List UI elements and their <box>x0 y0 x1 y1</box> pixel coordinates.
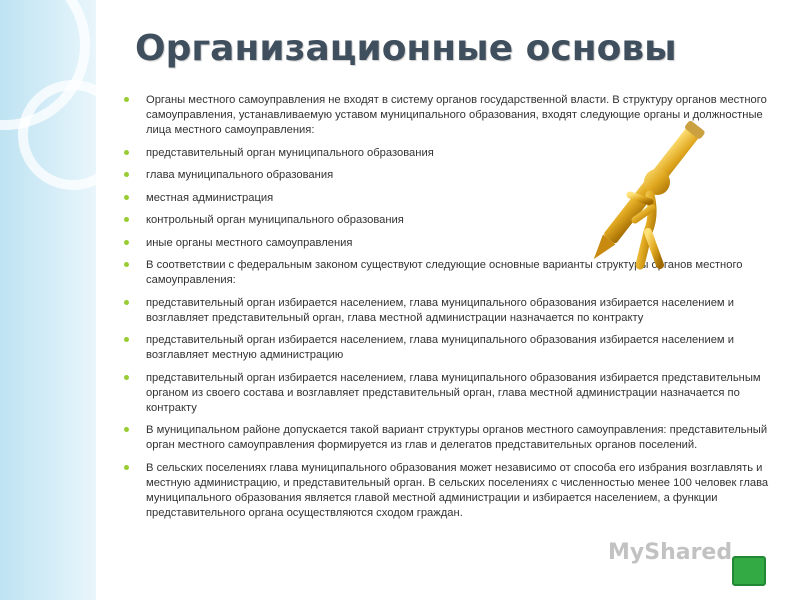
watermark: MyShared <box>608 540 733 565</box>
bullet-dot-icon <box>124 172 129 177</box>
myshared-logo-icon <box>732 556 766 586</box>
bullet-dot-icon <box>124 240 129 245</box>
bullet-text: местная администрация <box>146 191 274 204</box>
bullet-dot-icon <box>124 217 129 222</box>
bullet-text: представительный орган избирается населением, глава муниципального образования избирается представительным органом из своего состава и возглавляет представительный орган, глава местной администрации назначается по контракту <box>146 371 761 414</box>
bullet-item <box>124 371 774 416</box>
bullet-text: представительный орган избирается населением, глава муниципального образования избирается населением и возглавляет местную администрацию <box>146 334 734 361</box>
bullet-text: В муниципальном районе допускается такой вариант структуры органов местного самоуправления: представительный орган местного самоуправления формируется из глав и делегатов представительных органов поселений. <box>146 424 768 451</box>
golden-figure-with-pencil-icon <box>560 120 720 280</box>
decorative-arc <box>18 80 128 190</box>
bullet-dot-icon <box>124 262 129 267</box>
bullet-text: В сельских поселениях глава муниципального образования может независимо от способа его избрания возглавлять и местную администрацию, и представительный орган. В сельских поселениях с численностью менее 100 человек глава муниципального образования является главой местной администрации и избирается населением, а функции представительного органа осуществляются сходом граждан. <box>146 461 769 519</box>
decorative-side-panel <box>0 0 96 600</box>
bullet-dot-icon <box>124 337 129 342</box>
bullet-dot-icon <box>124 427 129 432</box>
bullet-dot-icon <box>124 375 129 380</box>
bullet-dot-icon <box>124 195 129 200</box>
bullet-item <box>124 423 774 453</box>
bullet-text: В соответствии с федеральным законом существуют следующие основные варианты структуры органов местного самоуправления: <box>146 259 743 286</box>
bullet-dot-icon <box>124 300 129 305</box>
bullet-text: представительный орган избирается населением, глава муниципального образования избирается населением и возглавляет представительный орган, глава местной администрации назначается по контракту <box>146 296 734 324</box>
bullet-text: иные органы местного самоуправления <box>146 236 353 249</box>
bullet-dot-icon <box>124 150 129 155</box>
bullet-text: Органы местного самоуправления не входят в систему органов государственной власти. В структуру органов местного самоуправления, устанавливаемую уставом муниципального образования, входят следующие органы и должностные лица местного самоуправления: <box>146 94 767 136</box>
slide-title: Организационные основы <box>135 28 677 69</box>
bullet-dot-icon <box>124 97 129 102</box>
bullet-dot-icon <box>124 465 129 470</box>
bullet-item <box>124 296 774 326</box>
bullet-text: глава муниципального образования <box>146 169 334 181</box>
bullet-item <box>124 333 774 363</box>
bullet-text: представительный орган муниципального образования <box>146 146 434 159</box>
bullet-text: контрольный орган муниципального образования <box>146 214 404 226</box>
bullet-item <box>124 461 774 521</box>
